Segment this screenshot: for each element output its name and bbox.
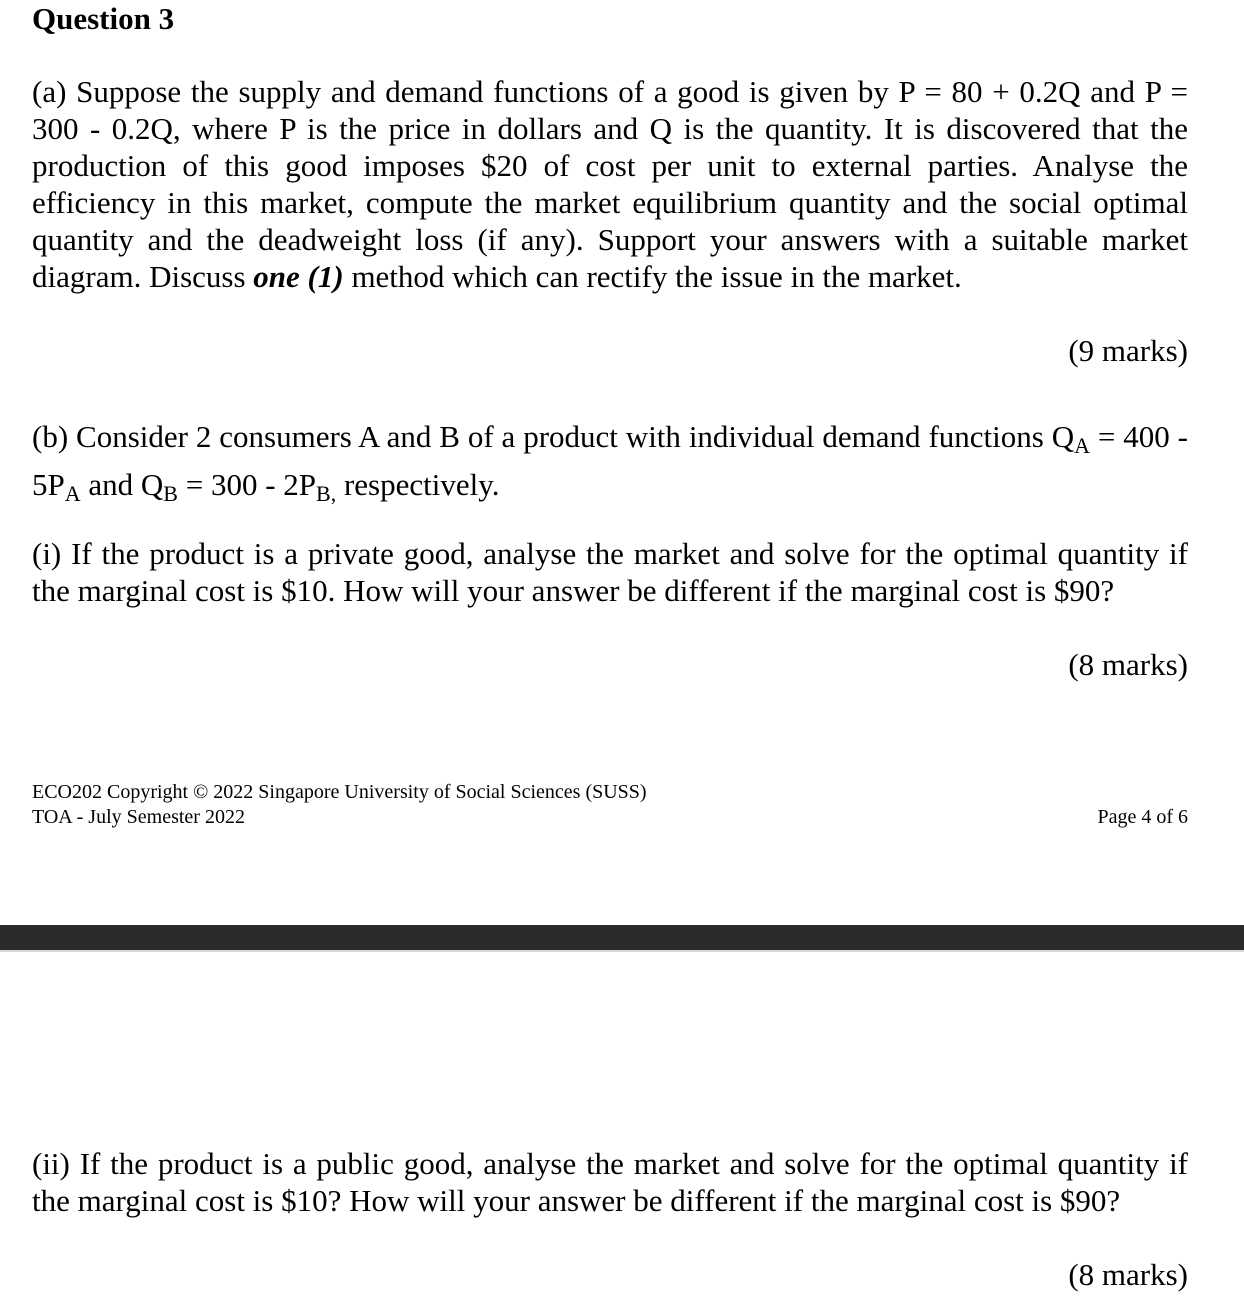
page-number: Page 4 of 6 [1097, 806, 1188, 828]
part-b-ii-text: (ii) If the product is a public good, analyse the market and solve for the optimal quantity if the marginal cost is $10? How will your answer be different if the marginal cost is $90? [32, 1146, 1188, 1218]
footer-copyright: ECO202 Copyright © 2022 Singapore University of Social Sciences (SUSS) [32, 781, 647, 803]
part-a-emphasis: one (1) [253, 259, 344, 294]
part-a-text-1: (a) Suppose the supply and demand functions of a good is given by P = 80 + 0.2Q and P = 300 - 0.2Q, where P is the price in dollars and Q is the quantity. It is discovered that the production of this good imposes $20 of cost per unit to external parties. Analyse the efficiency in this market, compute the market equilibrium quantity and the social optimal quantity and the deadweight loss (if any). Support your answers with a suitable market diagram. Discuss [32, 74, 1188, 294]
part-b-ii-marks: (8 marks) [1068, 1257, 1188, 1292]
part-a-text [32, 73, 1188, 295]
part-b-intro-2: = 400 - 5P [32, 419, 1188, 502]
part-b-i-marks: (8 marks) [1068, 647, 1188, 682]
subscript-b: B [163, 481, 178, 506]
part-b-i-text: (i) If the product is a private good, analyse the market and solve for the optimal quantity if the marginal cost is $10. How will your answer be different if the marginal cost is $90? [32, 536, 1188, 608]
part-b-intro-1: (b) Consider 2 consumers A and B of a product with individual demand functions Q [32, 419, 1075, 454]
subscript-b: B, [316, 481, 337, 506]
page-break-divider-shadow [0, 950, 1244, 952]
part-b-intro [32, 414, 1188, 510]
question-title: Question 3 [32, 1, 175, 36]
subscript-a: A [64, 481, 81, 506]
subscript-a: A [1074, 433, 1090, 458]
part-b-intro-5: respectively. [336, 467, 500, 502]
footer-exam: TOA - July Semester 2022 [32, 806, 245, 828]
part-b-intro-4: = 300 - 2P [177, 467, 317, 502]
page-break-divider [0, 925, 1244, 950]
part-b-intro-3: and Q [80, 467, 164, 502]
part-a-marks: (9 marks) [1068, 333, 1188, 368]
part-a-text-2: method which can rectify the issue in the market. [343, 259, 962, 294]
